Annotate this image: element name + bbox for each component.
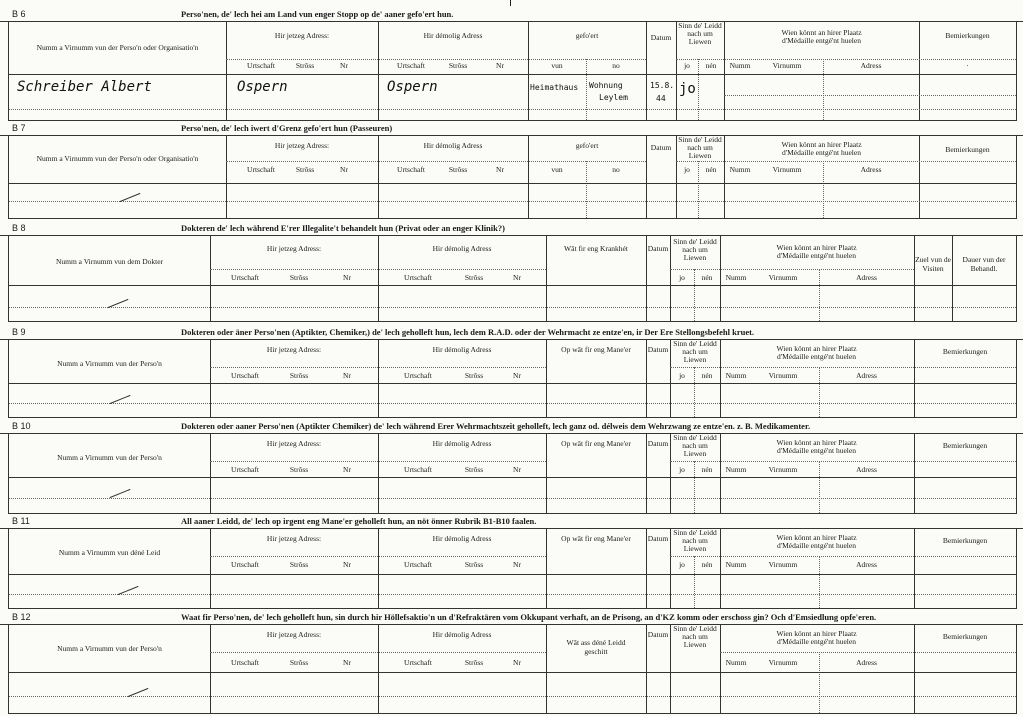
label-led: gefo'ert <box>575 141 599 150</box>
label-town: Urtschaft <box>231 371 259 380</box>
label-nr: Nr <box>513 465 521 474</box>
label-no: nén <box>701 560 713 569</box>
label-alive: Sinn de' Leidd nach um Liewen <box>673 624 717 649</box>
label-date: Datum <box>647 345 669 354</box>
label-firstname: Virnumm <box>768 465 798 474</box>
label-firstname: Virnumm <box>768 371 798 380</box>
label-street: Strôss <box>289 371 309 380</box>
section-header <box>0 611 1023 625</box>
section-title: Perso'nen, de' lech iwert d'Grenz gefo'ert hun (Passeuren) <box>181 123 393 133</box>
label-current-address: Hir jetzeg Adress: <box>266 534 322 543</box>
entry-date: 15.8. <box>650 81 675 90</box>
section-b6 <box>0 8 1023 121</box>
label-medal: Wien könnt an hirer Plaatz d'Médaille entgé'nt huelen <box>776 243 857 260</box>
label-address: Adress <box>856 273 877 282</box>
label-address: Adress <box>860 165 882 174</box>
label-alive: Sinn de' Leidd nach um Liewen <box>673 339 717 364</box>
section-b8 <box>0 222 1023 321</box>
form-table <box>8 624 1017 714</box>
label-manner: Op wât fir eng Mane'er <box>561 345 631 354</box>
entry-date-year: 44 <box>656 94 666 103</box>
label-no: nén <box>701 371 713 380</box>
label-nr: Nr <box>496 61 504 70</box>
label-nr: Nr <box>513 273 521 282</box>
label-date: Datum <box>647 630 669 639</box>
form-table: Numm a Virnumm vun der Perso'n oder Organisatio'n Hir jetzeg Adress: Hir démolig Adress gefo'ert Datum Sinn de' Leidd nach um Liewen Wien könnt an hirer Plaatz d'Médaille entgé'nt huelen Bemierkungen Urtschaft Strôss Nr Urtschaft Strôss Nr vun no jo nén Numm Virnumm Adress · Schreiber Albert Ospern Ospern Heimathaus Wohnung Leylem 15.8. 44 jo <box>8 21 1017 121</box>
label-street: Strôss <box>464 560 484 569</box>
label-no: nén <box>701 465 713 474</box>
label-date: Datum <box>650 33 672 42</box>
label-street: Strôss <box>464 273 484 282</box>
label-nr: Nr <box>343 465 351 474</box>
section-code: B 12 <box>12 612 31 622</box>
label-firstname: Virnumm <box>772 165 802 174</box>
section-code: B 9 <box>12 327 26 337</box>
label-led: gefo'ert <box>575 31 599 40</box>
label-remarks: Bemierkungen <box>942 632 988 641</box>
label-current-address: Hir jetzeg Adress: <box>266 345 322 354</box>
label-firstname: Virnumm <box>768 658 798 667</box>
label-remarks: Bemierkungen <box>942 441 988 450</box>
label-name: Numm a Virnumm vun dem Dokter <box>55 257 164 266</box>
label-surname: Numm <box>725 560 747 569</box>
section-title: Waat fir Perso'nen, de' lech geholleft hun, sin durch hir Höllefsaktio'n un d'Refraktären vom Okkupant verhaft, an de Prisong, an d'KZ komm oder erschoss gin? Och d'Emsiedlung opfe'eren. <box>181 612 877 622</box>
label-no: nén <box>705 165 717 174</box>
label-alive: Sinn de' Leidd nach um Liewen <box>678 135 722 160</box>
label-to: no <box>612 165 620 174</box>
top-center-mark <box>510 0 511 6</box>
label-yes: jo <box>679 560 685 569</box>
label-town: Urtschaft <box>404 465 432 474</box>
section-header <box>0 122 1023 136</box>
label-current-address: Hir jetzeg Adress: <box>274 31 330 40</box>
label-name: Numm a Virnumm vun der Perso'n oder Organisatio'n <box>36 154 199 163</box>
label-from: vun <box>551 61 563 70</box>
form-table <box>8 339 1017 418</box>
label-street: Strôss <box>289 560 309 569</box>
label-town: Urtschaft <box>231 658 259 667</box>
label-alive: Sinn de' Leidd nach um Liewen <box>678 21 722 46</box>
label-current-address: Hir jetzeg Adress: <box>266 630 322 639</box>
label-no: nén <box>701 273 713 282</box>
label-address: Adress <box>856 465 877 474</box>
section-header <box>0 420 1023 434</box>
label-former-address: Hir démolig Adress <box>432 345 492 354</box>
label-medal: Wien könnt an hirer Plaatz d'Médaille entgé'nt huelen <box>776 629 857 646</box>
label-former-address: Hir démolig Adress <box>432 244 492 253</box>
section-b9 <box>0 326 1023 417</box>
section-b7 <box>0 122 1023 218</box>
label-nr: Nr <box>343 371 351 380</box>
label-remarks: Bemierkungen <box>942 536 988 545</box>
entry-led-from: Heimathaus <box>530 83 579 92</box>
section-code: B 10 <box>12 421 31 431</box>
label-town: Urtschaft <box>231 465 259 474</box>
section-title: Perso'nen, de' lech hei am Land vun enger Stopp op de' aaner gefo'ert hun. <box>181 9 454 19</box>
label-firstname: Virnumm <box>768 560 798 569</box>
label-to: no <box>612 61 620 70</box>
section-b11 <box>0 515 1023 608</box>
label-yes: jo <box>679 273 685 282</box>
label-address: Adress <box>856 371 877 380</box>
label-street: Strôss <box>289 465 309 474</box>
label-surname: Numm <box>725 658 747 667</box>
label-street: Strôss <box>448 61 468 70</box>
section-title: Dokteren oder aaner Perso'nen (Aptikter Chemiker) de' lech während Erer Wehrmachtszeit geholleft, lech ganz od. délweis dem Wehrzwang ze entze'en. z. B. Medikamenter. <box>181 421 811 431</box>
label-visits: Zuel vun de Visiten <box>915 255 951 273</box>
section-code: B 6 <box>12 9 26 19</box>
strike-mark <box>110 489 131 498</box>
entry-former-town: Ospern <box>387 79 438 95</box>
label-remarks: Bemierkungen <box>942 347 988 356</box>
form-table <box>8 135 1017 219</box>
label-medal: Wien könnt an hirer Plaatz d'Médaille entgé'nt huelen <box>776 533 857 550</box>
label-town: Urtschaft <box>247 165 275 174</box>
entry-led-to-place: Leylem <box>599 93 628 102</box>
section-title: Dokteren oder äner Perso'nen (Aptikter, Chemiker,) de' lech geholleft hun, lech dem R.A.D. oder der Wehrmacht ze entze'en, ir Der Ere Stellongsbefehl kruet. <box>181 327 755 337</box>
label-yes: jo <box>679 371 685 380</box>
label-from: vun <box>551 165 563 174</box>
label-address: Adress <box>856 658 877 667</box>
label-street: Strôss <box>295 61 315 70</box>
label-current-address: Hir jetzeg Adress: <box>266 439 322 448</box>
label-town: Urtschaft <box>397 61 425 70</box>
label-duration: Dauer vun der Behandl. <box>962 255 1006 273</box>
label-date: Datum <box>647 244 669 253</box>
label-former-address: Hir démolig Adress <box>423 141 483 150</box>
section-code: B 7 <box>12 123 26 133</box>
label-nr: Nr <box>340 165 348 174</box>
label-street: Strôss <box>464 658 484 667</box>
label-former-address: Hir démolig Adress <box>432 534 492 543</box>
label-surname: Numm <box>725 273 747 282</box>
section-code: B 11 <box>12 516 30 526</box>
label-what-became: Wât ass déné Leidd geschitt <box>566 638 626 656</box>
section-title: Dokteren de' lech während E'rer Illegalite't behandelt hun (Privat oder an enger Klinik?) <box>181 223 505 233</box>
label-address: Adress <box>856 560 877 569</box>
label-nr: Nr <box>513 371 521 380</box>
entry-alive: jo <box>679 81 696 97</box>
label-medal: Wien könnt an hirer Plaatz d'Médaille entgé'nt huelen <box>781 28 862 45</box>
label-firstname: Virnumm <box>768 273 798 282</box>
section-b12 <box>0 611 1023 714</box>
label-date: Datum <box>650 143 672 152</box>
label-former-address: Hir démolig Adress <box>423 31 483 40</box>
form-table <box>8 433 1017 514</box>
form-table <box>8 528 1017 609</box>
label-remarks: Bemierkungen <box>945 31 990 40</box>
label-street: Strôss <box>289 658 309 667</box>
label-town: Urtschaft <box>404 371 432 380</box>
label-town: Urtschaft <box>397 165 425 174</box>
label-town: Urtschaft <box>404 273 432 282</box>
label-nr: Nr <box>513 560 521 569</box>
label-current-address: Hir jetzeg Adress: <box>266 244 322 253</box>
label-street: Strôss <box>289 273 309 282</box>
label-manner: Op wât fir eng Mane'er <box>561 534 631 543</box>
label-nr: Nr <box>343 273 351 282</box>
section-header <box>0 8 1023 22</box>
label-nr: Nr <box>513 658 521 667</box>
label-nr: Nr <box>340 61 348 70</box>
label-name: Numm a Virnumm vun déné Leid <box>58 548 161 557</box>
label-town: Urtschaft <box>404 658 432 667</box>
label-town: Urtschaft <box>247 61 275 70</box>
label-medal: Wien könnt an hirer Plaatz d'Médaille entgé'nt huelen <box>776 438 857 455</box>
label-name: Numm a Virnumm vun der Perso'n <box>57 359 162 368</box>
label-illness: Wât fir eng Krankhét <box>564 244 628 253</box>
label-current-address: Hir jetzeg Adress: <box>274 141 330 150</box>
label-date: Datum <box>647 534 669 543</box>
form-table <box>8 235 1017 322</box>
entry-led-to: Wohnung <box>589 81 623 90</box>
label-nr: Nr <box>343 560 351 569</box>
label-alive: Sinn de' Leidd nach um Liewen <box>673 237 717 262</box>
label-firstname: Virnumm <box>772 61 802 70</box>
label-manner: Op wât fir eng Mane'er <box>561 439 631 448</box>
label-town: Urtschaft <box>231 560 259 569</box>
entry-current-town: Ospern <box>237 79 288 95</box>
section-b10 <box>0 420 1023 513</box>
label-surname: Numm <box>725 371 747 380</box>
label-medal: Wien könnt an hirer Plaatz d'Médaille entgé'nt huelen <box>781 140 862 157</box>
label-name: Numm a Virnumm vun der Perso'n <box>57 453 162 462</box>
label-remarks: Bemierkungen <box>945 145 990 154</box>
label-town: Urtschaft <box>404 560 432 569</box>
entry-name: Schreiber Albert <box>17 79 152 95</box>
section-title: All aaner Leidd, de' lech op irgent eng Mane'er geholleft hun, an nöt önner Rubrik B1-B10 faalen. <box>181 516 537 526</box>
section-header <box>0 326 1023 340</box>
section-code: B 8 <box>12 223 26 233</box>
label-alive: Sinn de' Leidd nach um Liewen <box>673 528 717 553</box>
label-surname: Numm <box>729 61 751 70</box>
label-name: Numm a Virnumm vun der Perso'n <box>57 644 162 653</box>
label-no: nén <box>705 61 717 70</box>
label-name: Numm a Virnumm vun der Perso'n oder Organisatio'n <box>36 43 199 52</box>
label-surname: Numm <box>729 165 751 174</box>
label-yes: jo <box>679 465 685 474</box>
section-header <box>0 515 1023 529</box>
label-alive: Sinn de' Leidd nach um Liewen <box>673 433 717 458</box>
label-former-address: Hir démolig Adress <box>432 630 492 639</box>
label-date: Datum <box>647 439 669 448</box>
label-street: Strôss <box>448 165 468 174</box>
label-town: Urtschaft <box>231 273 259 282</box>
label-nr: Nr <box>496 165 504 174</box>
label-medal: Wien könnt an hirer Plaatz d'Médaille entgé'nt huelen <box>776 344 857 361</box>
label-surname: Numm <box>725 465 747 474</box>
label-street: Strôss <box>464 371 484 380</box>
label-nr: Nr <box>343 658 351 667</box>
label-street: Strôss <box>295 165 315 174</box>
label-former-address: Hir démolig Adress <box>432 439 492 448</box>
label-street: Strôss <box>464 465 484 474</box>
label-address: Adress <box>860 61 882 70</box>
label-yes: jo <box>684 61 690 70</box>
label-yes: jo <box>684 165 690 174</box>
section-header <box>0 222 1023 236</box>
